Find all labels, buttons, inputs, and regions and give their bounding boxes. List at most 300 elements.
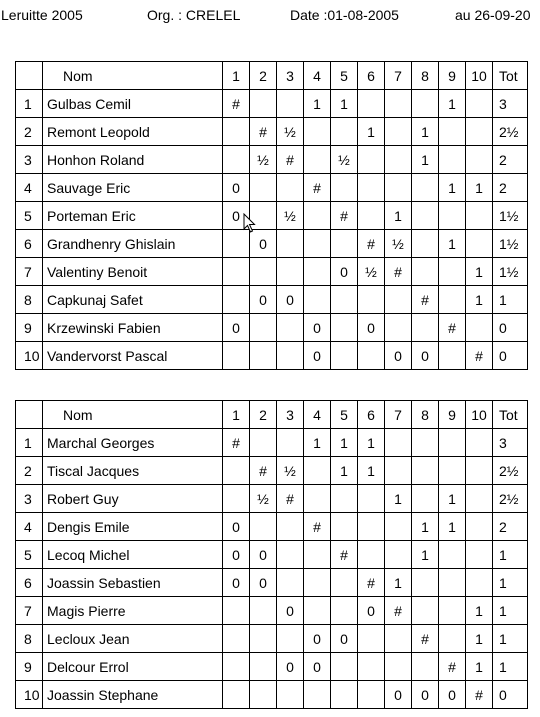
result-cell: 0 bbox=[385, 342, 412, 370]
result-cell: 0 bbox=[412, 342, 439, 370]
column-header: Tot bbox=[493, 401, 528, 429]
result-cell bbox=[304, 457, 331, 485]
result-cell: # bbox=[385, 597, 412, 625]
result-cell bbox=[466, 541, 493, 569]
result-cell bbox=[331, 485, 358, 513]
result-cell: 1 bbox=[439, 174, 466, 202]
total-cell: 2 bbox=[493, 146, 528, 174]
rank-cell: 2 bbox=[16, 457, 43, 485]
table-row bbox=[16, 286, 528, 314]
column-header: 3 bbox=[277, 401, 304, 429]
rank-cell: 8 bbox=[16, 286, 43, 314]
result-cell: 1 bbox=[412, 541, 439, 569]
result-cell: 1 bbox=[304, 90, 331, 118]
result-cell bbox=[412, 230, 439, 258]
result-cell bbox=[412, 569, 439, 597]
player-name: Gulbas Cemil bbox=[43, 90, 223, 118]
result-cell bbox=[439, 457, 466, 485]
column-header: 5 bbox=[331, 401, 358, 429]
header-row bbox=[16, 401, 528, 429]
result-cell bbox=[412, 202, 439, 230]
result-cell: 1 bbox=[358, 457, 385, 485]
player-name: Joassin Stephane bbox=[43, 681, 223, 709]
player-name: Grandhenry Ghislain bbox=[43, 230, 223, 258]
player-name: Joassin Sebastien bbox=[43, 569, 223, 597]
result-cell bbox=[304, 286, 331, 314]
column-header: 7 bbox=[385, 62, 412, 90]
result-cell: 0 bbox=[223, 202, 250, 230]
total-cell: 3 bbox=[493, 429, 528, 457]
result-cell: 1 bbox=[466, 653, 493, 681]
table-row bbox=[16, 429, 528, 457]
total-cell: 2 bbox=[493, 174, 528, 202]
column-header: 6 bbox=[358, 401, 385, 429]
result-cell bbox=[358, 174, 385, 202]
player-name: Capkunaj Safet bbox=[43, 286, 223, 314]
result-cell: 1 bbox=[331, 429, 358, 457]
result-cell bbox=[223, 681, 250, 709]
result-cell bbox=[250, 513, 277, 541]
result-cell bbox=[466, 202, 493, 230]
result-cell bbox=[223, 258, 250, 286]
result-cell bbox=[277, 258, 304, 286]
player-name: Dengis Emile bbox=[43, 513, 223, 541]
column-header: Nom bbox=[43, 401, 223, 429]
result-cell: ½ bbox=[277, 457, 304, 485]
result-cell: 1 bbox=[412, 146, 439, 174]
result-cell: # bbox=[223, 429, 250, 457]
result-cell bbox=[358, 681, 385, 709]
result-cell bbox=[439, 625, 466, 653]
result-cell: # bbox=[412, 286, 439, 314]
result-cell bbox=[331, 314, 358, 342]
organizer: Org. : CRELEL bbox=[147, 7, 241, 23]
result-cell bbox=[439, 569, 466, 597]
rank-cell: 3 bbox=[16, 485, 43, 513]
result-cell bbox=[331, 118, 358, 146]
result-cell: 0 bbox=[358, 314, 385, 342]
result-cell bbox=[223, 118, 250, 146]
result-cell bbox=[439, 118, 466, 146]
result-cell: 0 bbox=[304, 625, 331, 653]
player-name: Valentiny Benoit bbox=[43, 258, 223, 286]
result-cell: 1 bbox=[439, 90, 466, 118]
result-cell bbox=[358, 485, 385, 513]
result-cell bbox=[358, 342, 385, 370]
table-row bbox=[16, 146, 528, 174]
total-cell: 1½ bbox=[493, 230, 528, 258]
rank-cell: 9 bbox=[16, 653, 43, 681]
table-row bbox=[16, 314, 528, 342]
player-name: Marchal Georges bbox=[43, 429, 223, 457]
result-cell bbox=[385, 286, 412, 314]
table-row bbox=[16, 118, 528, 146]
result-cell bbox=[439, 286, 466, 314]
rank-cell: 4 bbox=[16, 513, 43, 541]
result-cell bbox=[385, 653, 412, 681]
event-title: Leruitte 2005 bbox=[1, 7, 83, 23]
result-cell: 1 bbox=[439, 513, 466, 541]
result-cell bbox=[277, 90, 304, 118]
rank-cell: 6 bbox=[16, 569, 43, 597]
result-cell: 1 bbox=[358, 118, 385, 146]
column-header bbox=[16, 62, 43, 90]
result-cell: # bbox=[277, 146, 304, 174]
column-header: Tot bbox=[493, 62, 528, 90]
rank-cell: 2 bbox=[16, 118, 43, 146]
total-cell: 1 bbox=[493, 625, 528, 653]
total-cell: 2½ bbox=[493, 457, 528, 485]
result-cell: 1 bbox=[439, 230, 466, 258]
result-cell: 1 bbox=[304, 429, 331, 457]
column-header: 6 bbox=[358, 62, 385, 90]
mouse-pointer-icon bbox=[243, 213, 257, 233]
total-cell: 2½ bbox=[493, 485, 528, 513]
result-cell: ½ bbox=[331, 146, 358, 174]
result-cell bbox=[331, 342, 358, 370]
table-row bbox=[16, 258, 528, 286]
result-cell: 0 bbox=[250, 569, 277, 597]
result-cell: 1 bbox=[466, 625, 493, 653]
result-cell bbox=[277, 625, 304, 653]
result-cell bbox=[223, 485, 250, 513]
column-header: 9 bbox=[439, 401, 466, 429]
result-cell bbox=[277, 569, 304, 597]
result-cell: 0 bbox=[250, 230, 277, 258]
result-cell: ½ bbox=[358, 258, 385, 286]
result-cell: # bbox=[277, 485, 304, 513]
column-header: 4 bbox=[304, 401, 331, 429]
result-cell bbox=[439, 429, 466, 457]
player-name: Robert Guy bbox=[43, 485, 223, 513]
result-cell bbox=[277, 230, 304, 258]
total-cell: 0 bbox=[493, 681, 528, 709]
result-cell bbox=[277, 342, 304, 370]
result-cell: ½ bbox=[277, 202, 304, 230]
total-cell: 2 bbox=[493, 513, 528, 541]
result-cell bbox=[223, 597, 250, 625]
result-cell: 0 bbox=[304, 653, 331, 681]
table-row bbox=[16, 90, 528, 118]
result-cell bbox=[304, 569, 331, 597]
result-cell: # bbox=[385, 258, 412, 286]
result-cell bbox=[385, 429, 412, 457]
result-cell bbox=[385, 118, 412, 146]
result-cell: 0 bbox=[277, 653, 304, 681]
total-cell: 0 bbox=[493, 342, 528, 370]
page-header bbox=[0, 7, 540, 27]
result-cell bbox=[412, 174, 439, 202]
column-header: 3 bbox=[277, 62, 304, 90]
result-cell bbox=[412, 485, 439, 513]
player-name: Krzewinski Fabien bbox=[43, 314, 223, 342]
result-cell: # bbox=[358, 569, 385, 597]
result-cell bbox=[304, 258, 331, 286]
result-cell: 0 bbox=[304, 342, 331, 370]
result-cell: # bbox=[439, 653, 466, 681]
result-cell bbox=[277, 314, 304, 342]
result-cell: 0 bbox=[412, 681, 439, 709]
rank-cell: 9 bbox=[16, 314, 43, 342]
column-header bbox=[16, 401, 43, 429]
result-cell: 1 bbox=[385, 485, 412, 513]
total-cell: 1 bbox=[493, 541, 528, 569]
result-cell bbox=[277, 541, 304, 569]
table-row bbox=[16, 681, 528, 709]
result-cell bbox=[331, 597, 358, 625]
player-name: Lecoq Michel bbox=[43, 541, 223, 569]
result-cell: 1 bbox=[466, 258, 493, 286]
table-row bbox=[16, 653, 528, 681]
result-cell bbox=[277, 174, 304, 202]
result-cell bbox=[331, 286, 358, 314]
result-cell bbox=[250, 681, 277, 709]
rank-cell: 4 bbox=[16, 174, 43, 202]
result-cell: # bbox=[223, 90, 250, 118]
total-cell: 1½ bbox=[493, 202, 528, 230]
result-cell bbox=[385, 541, 412, 569]
column-header: 2 bbox=[250, 401, 277, 429]
total-cell: 1 bbox=[493, 597, 528, 625]
result-cell bbox=[223, 286, 250, 314]
result-cell: ½ bbox=[277, 118, 304, 146]
column-header: 8 bbox=[412, 62, 439, 90]
result-cell bbox=[304, 146, 331, 174]
result-cell bbox=[304, 485, 331, 513]
result-cell bbox=[466, 513, 493, 541]
result-cell bbox=[304, 681, 331, 709]
result-cell bbox=[358, 202, 385, 230]
result-cell: 0 bbox=[223, 513, 250, 541]
result-cell bbox=[250, 314, 277, 342]
rank-cell: 10 bbox=[16, 342, 43, 370]
result-cell: 1 bbox=[385, 202, 412, 230]
result-cell bbox=[412, 90, 439, 118]
total-cell: 1 bbox=[493, 569, 528, 597]
player-name: Vandervorst Pascal bbox=[43, 342, 223, 370]
result-cell: # bbox=[466, 681, 493, 709]
table-row bbox=[16, 541, 528, 569]
result-cell: 0 bbox=[304, 314, 331, 342]
result-cell: ½ bbox=[385, 230, 412, 258]
start-date: Date :01-08-2005 bbox=[290, 7, 399, 23]
result-cell bbox=[412, 597, 439, 625]
result-cell bbox=[466, 230, 493, 258]
result-cell bbox=[358, 90, 385, 118]
result-cell bbox=[250, 625, 277, 653]
column-header: 5 bbox=[331, 62, 358, 90]
result-cell bbox=[331, 569, 358, 597]
result-cell bbox=[439, 541, 466, 569]
result-cell bbox=[439, 597, 466, 625]
result-cell bbox=[412, 258, 439, 286]
crosstable-group-1 bbox=[15, 61, 528, 370]
result-cell bbox=[385, 314, 412, 342]
table-row bbox=[16, 174, 528, 202]
table-row bbox=[16, 202, 528, 230]
result-cell: 1 bbox=[412, 513, 439, 541]
result-cell: 0 bbox=[358, 597, 385, 625]
rank-cell: 7 bbox=[16, 258, 43, 286]
total-cell: 1 bbox=[493, 653, 528, 681]
result-cell bbox=[304, 597, 331, 625]
result-cell: 1 bbox=[385, 569, 412, 597]
column-header: 9 bbox=[439, 62, 466, 90]
result-cell bbox=[385, 90, 412, 118]
result-cell bbox=[304, 202, 331, 230]
result-cell bbox=[304, 118, 331, 146]
result-cell bbox=[277, 681, 304, 709]
result-cell bbox=[277, 429, 304, 457]
player-name: Honhon Roland bbox=[43, 146, 223, 174]
result-cell bbox=[304, 541, 331, 569]
total-cell: 2½ bbox=[493, 118, 528, 146]
result-cell: 1 bbox=[331, 457, 358, 485]
result-cell bbox=[250, 429, 277, 457]
result-cell: 0 bbox=[250, 286, 277, 314]
result-cell: 0 bbox=[223, 174, 250, 202]
column-header: 2 bbox=[250, 62, 277, 90]
result-cell: 1 bbox=[331, 90, 358, 118]
result-cell bbox=[358, 653, 385, 681]
result-cell: # bbox=[358, 230, 385, 258]
player-name: Remont Leopold bbox=[43, 118, 223, 146]
column-header: 1 bbox=[223, 62, 250, 90]
result-cell bbox=[223, 625, 250, 653]
result-cell bbox=[331, 174, 358, 202]
table-row bbox=[16, 230, 528, 258]
result-cell: # bbox=[304, 513, 331, 541]
table-row bbox=[16, 513, 528, 541]
result-cell bbox=[358, 625, 385, 653]
result-cell bbox=[250, 174, 277, 202]
result-cell bbox=[223, 457, 250, 485]
result-cell bbox=[412, 314, 439, 342]
result-cell bbox=[250, 653, 277, 681]
result-cell bbox=[223, 146, 250, 174]
result-cell bbox=[358, 513, 385, 541]
crosstable-group-2 bbox=[15, 400, 528, 709]
table-row bbox=[16, 569, 528, 597]
column-header: 7 bbox=[385, 401, 412, 429]
result-cell: # bbox=[331, 541, 358, 569]
player-name: Magis Pierre bbox=[43, 597, 223, 625]
result-cell: 0 bbox=[250, 541, 277, 569]
result-cell: 0 bbox=[331, 258, 358, 286]
result-cell bbox=[331, 513, 358, 541]
total-cell: 0 bbox=[493, 314, 528, 342]
rank-cell: 3 bbox=[16, 146, 43, 174]
result-cell bbox=[439, 258, 466, 286]
result-cell: # bbox=[250, 118, 277, 146]
result-cell bbox=[331, 230, 358, 258]
result-cell: 1 bbox=[466, 174, 493, 202]
column-header: 10 bbox=[466, 401, 493, 429]
rank-cell: 10 bbox=[16, 681, 43, 709]
result-cell: 0 bbox=[277, 597, 304, 625]
player-name: Sauvage Eric bbox=[43, 174, 223, 202]
result-cell bbox=[385, 146, 412, 174]
result-cell bbox=[385, 625, 412, 653]
result-cell bbox=[250, 90, 277, 118]
table-row bbox=[16, 457, 528, 485]
column-header: 8 bbox=[412, 401, 439, 429]
column-header: 10 bbox=[466, 62, 493, 90]
result-cell: 1 bbox=[466, 286, 493, 314]
rank-cell: 8 bbox=[16, 625, 43, 653]
result-cell bbox=[223, 653, 250, 681]
result-cell bbox=[439, 342, 466, 370]
result-cell: # bbox=[331, 202, 358, 230]
result-cell: # bbox=[250, 457, 277, 485]
player-name: Lecloux Jean bbox=[43, 625, 223, 653]
rank-cell: 5 bbox=[16, 202, 43, 230]
result-cell bbox=[358, 286, 385, 314]
result-cell bbox=[277, 513, 304, 541]
total-cell: 1½ bbox=[493, 258, 528, 286]
table-row bbox=[16, 625, 528, 653]
result-cell: 0 bbox=[331, 625, 358, 653]
result-cell: 0 bbox=[223, 569, 250, 597]
result-cell: 0 bbox=[223, 314, 250, 342]
result-cell: 0 bbox=[385, 681, 412, 709]
result-cell bbox=[223, 230, 250, 258]
result-cell bbox=[223, 342, 250, 370]
result-cell: # bbox=[439, 314, 466, 342]
result-cell bbox=[358, 146, 385, 174]
result-cell bbox=[358, 541, 385, 569]
result-cell bbox=[412, 457, 439, 485]
result-cell bbox=[412, 653, 439, 681]
result-cell bbox=[466, 90, 493, 118]
result-cell bbox=[250, 597, 277, 625]
result-cell bbox=[466, 569, 493, 597]
rank-cell: 1 bbox=[16, 90, 43, 118]
result-cell: # bbox=[304, 174, 331, 202]
result-cell bbox=[385, 174, 412, 202]
result-cell bbox=[439, 146, 466, 174]
result-cell bbox=[466, 118, 493, 146]
result-cell: 0 bbox=[439, 681, 466, 709]
result-cell bbox=[466, 429, 493, 457]
column-header: 1 bbox=[223, 401, 250, 429]
result-cell bbox=[466, 457, 493, 485]
player-name: Delcour Errol bbox=[43, 653, 223, 681]
result-cell: 1 bbox=[358, 429, 385, 457]
result-cell bbox=[385, 457, 412, 485]
result-cell: 1 bbox=[439, 485, 466, 513]
result-cell bbox=[304, 230, 331, 258]
result-cell bbox=[466, 314, 493, 342]
end-date: au 26-09-20 bbox=[455, 7, 531, 23]
table-row bbox=[16, 342, 528, 370]
result-cell bbox=[331, 681, 358, 709]
result-cell bbox=[466, 146, 493, 174]
column-header: Nom bbox=[43, 62, 223, 90]
rank-cell: 5 bbox=[16, 541, 43, 569]
result-cell: 0 bbox=[277, 286, 304, 314]
rank-cell: 6 bbox=[16, 230, 43, 258]
result-cell bbox=[331, 653, 358, 681]
total-cell: 1 bbox=[493, 286, 528, 314]
header-row bbox=[16, 62, 528, 90]
result-cell: # bbox=[412, 625, 439, 653]
result-cell bbox=[439, 202, 466, 230]
result-cell: ½ bbox=[250, 146, 277, 174]
result-cell bbox=[385, 513, 412, 541]
rank-cell: 7 bbox=[16, 597, 43, 625]
result-cell bbox=[250, 258, 277, 286]
